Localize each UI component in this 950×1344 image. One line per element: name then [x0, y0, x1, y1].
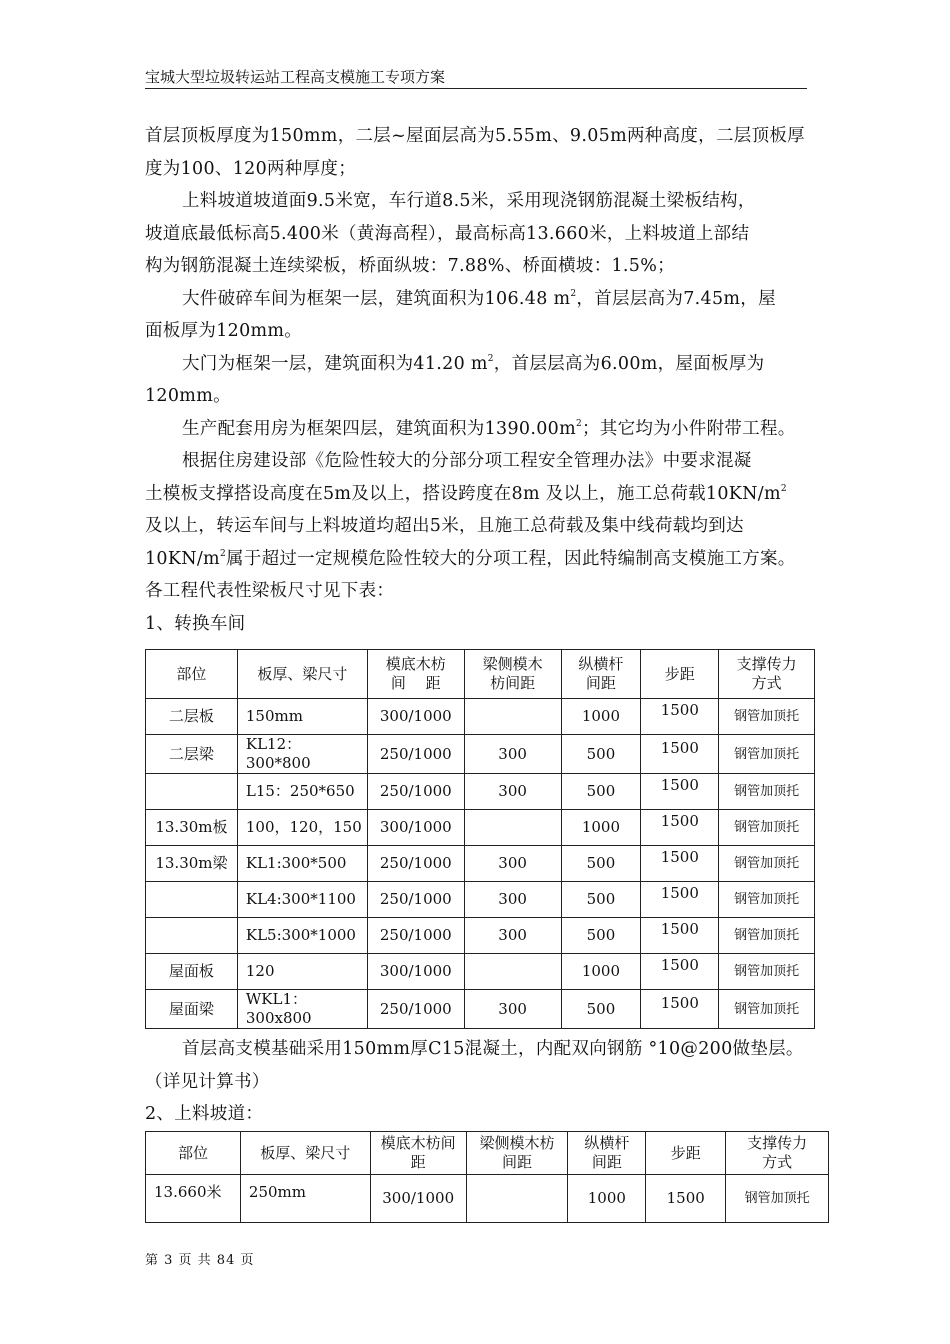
page-header [145, 66, 807, 89]
superscript: 2 [575, 418, 582, 429]
table-cell: 500 [561, 990, 641, 1029]
column-header: 模底木枋间 距 [370, 1132, 466, 1175]
superscript: 2 [219, 548, 226, 559]
table-cell: 屋面梁 [146, 990, 238, 1029]
paragraph: 120mm。 [145, 386, 231, 406]
superscript: 2 [780, 483, 787, 494]
paragraph: 上料坡道坡道面9.5米宽，车行道8.5米，采用现浇钢筋混凝土梁板结构， [182, 191, 756, 211]
text-run: 大件破碎车间为框架一层，建筑面积为106.48 m [182, 288, 571, 309]
section-heading: 2、上料坡道： [145, 1104, 264, 1124]
table-cell: 300 [464, 774, 561, 810]
table-cell [464, 810, 561, 846]
table-cell: 500 [561, 735, 641, 774]
paragraph: 构为钢筋混凝土连续梁板，桥面纵坡：7.88%、桥面横坡：1.5%； [145, 256, 675, 276]
table-cell: 1500 [641, 954, 719, 990]
table-cell: WKL1：300x800 [237, 990, 367, 1029]
table-cell: 500 [561, 846, 641, 882]
table-header-row [146, 1132, 829, 1175]
text-run: ，首层层高为6.00m，屋面板厚为 [493, 353, 765, 374]
table-row [146, 918, 815, 954]
table-cell: 300 [464, 990, 561, 1029]
table-cell: 250mm [240, 1175, 370, 1223]
table-cell: 钢管加顶托 [719, 774, 815, 810]
text-run: 大门为框架一层，建筑面积为41.20 m [182, 353, 488, 374]
paragraph: 度为100、120两种厚度； [145, 158, 357, 179]
table-cell: 1500 [641, 774, 719, 810]
paragraph: 根据住房建设部《危险性较大的分部分项工程安全管理办法》中要求混凝 [182, 451, 752, 471]
column-header: 支撑传力 方式 [719, 650, 815, 699]
text-run: ，首层层高为7.45m，屋 [576, 288, 776, 309]
table-cell: KL5:300*1000 [237, 918, 367, 954]
table-cell: 1500 [646, 1175, 726, 1223]
table-cell: 1500 [641, 846, 719, 882]
table-cell: 250/1000 [367, 882, 464, 918]
table-cell: 250/1000 [367, 990, 464, 1029]
table-cell: KL4:300*1100 [237, 882, 367, 918]
text-run: 土模板支撑搭设高度在5m及以上，搭设跨度在8m 及以上，施工总荷载10KN/m [145, 483, 781, 504]
table-row [146, 954, 815, 990]
column-header: 纵横杆 间距 [568, 1132, 646, 1175]
column-header: 梁侧模木枋 间距 [466, 1132, 568, 1175]
table-cell: 300/1000 [370, 1175, 466, 1223]
page-number: 第 3 页 共 84 页 [145, 1253, 255, 1268]
table-cell: 钢管加顶托 [719, 846, 815, 882]
table-cell: 13.30m梁 [146, 846, 238, 882]
paragraph: 及以上，转运车间与上料坡道均超出5米，且施工总荷载及集中线荷载均到达 [145, 516, 744, 536]
table-cell: 250/1000 [367, 918, 464, 954]
paragraph [145, 283, 815, 316]
column-header: 步距 [641, 650, 719, 699]
text-run: ；其它均为小件附带工程。 [582, 418, 796, 439]
table-cell: 150mm [237, 699, 367, 735]
table-cell [146, 774, 238, 810]
table-row [146, 774, 815, 810]
table-cell: 1500 [641, 810, 719, 846]
table-cell: 1500 [641, 918, 719, 954]
table-cell: 1000 [561, 810, 641, 846]
paragraph: 首层顶板厚度为150mm，二层~屋面层高为5.55m、9.05m两种高度，二层顶板厚 [145, 126, 805, 146]
paragraph: 坡道底最低标高5.400米（黄海高程），最高标高13.660米，上料坡道上部结 [145, 223, 750, 244]
table-cell: 1500 [641, 735, 719, 774]
paragraph [145, 478, 815, 511]
column-header: 纵横杆 间距 [561, 650, 641, 699]
table-cell: 500 [561, 882, 641, 918]
table-cell: 钢管加顶托 [719, 882, 815, 918]
header-title: 宝城大型垃圾转运站工程高支模施工专项方案 [145, 68, 446, 86]
table-cell: 1000 [568, 1175, 646, 1223]
table-cell: 300 [464, 918, 561, 954]
table-cell [466, 1175, 568, 1223]
text-run: 10KN/m [145, 548, 220, 569]
paragraph [145, 348, 815, 381]
table-row [146, 990, 815, 1029]
table-cell: 300/1000 [367, 810, 464, 846]
table-cell: 500 [561, 774, 641, 810]
table-row [146, 810, 815, 846]
section-heading: 1、转换车间 [145, 613, 246, 634]
table-cell: 1500 [641, 990, 719, 1029]
table-cell: 100，120，150 [237, 810, 367, 846]
table-cell: 300 [464, 735, 561, 774]
paragraph [145, 543, 815, 576]
table-cell: 13.30m板 [146, 810, 238, 846]
table-cell: 13.660米 [146, 1175, 241, 1223]
table-row [146, 735, 815, 774]
table-cell: 1500 [641, 882, 719, 918]
table-row [146, 846, 815, 882]
foundation-note [145, 1033, 835, 1131]
text-run: 属于超过一定规模危险性较大的分项工程，因此特编制高支模施工方案。 [225, 548, 796, 569]
table-cell: 250/1000 [367, 846, 464, 882]
table-cell: 钢管加顶托 [726, 1175, 829, 1223]
table-row [146, 699, 815, 735]
text-run: 生产配套用房为框架四层，建筑面积为1390.00m [182, 418, 576, 439]
table-cell: 钢管加顶托 [719, 990, 815, 1029]
table-cell: 屋面板 [146, 954, 238, 990]
table-cell: KL12：300*800 [237, 735, 367, 774]
superscript: 2 [487, 353, 494, 364]
table-cell: KL1:300*500 [237, 846, 367, 882]
table-row [146, 882, 815, 918]
paragraph: （详见计算书） [145, 1071, 270, 1092]
table-cell: L15：250*650 [237, 774, 367, 810]
column-header: 部位 [146, 650, 238, 699]
table-cell: 300 [464, 846, 561, 882]
table-conversion-workshop [145, 649, 815, 1029]
column-header: 步距 [646, 1132, 726, 1175]
table-cell: 250/1000 [367, 735, 464, 774]
table-cell: 1500 [641, 699, 719, 735]
paragraph: 面板厚为120mm。 [145, 321, 303, 341]
table-cell: 钢管加顶托 [719, 735, 815, 774]
paragraph: 首层高支模基础采用150mm厚C15混凝土，内配双向钢筋 °10@200做垫层。 [182, 1039, 804, 1059]
table-cell: 钢管加顶托 [719, 918, 815, 954]
table-cell: 二层梁 [146, 735, 238, 774]
table-cell: 300/1000 [367, 954, 464, 990]
table-cell: 钢管加顶托 [719, 810, 815, 846]
table-cell [146, 882, 238, 918]
table-cell [464, 954, 561, 990]
table-cell: 二层板 [146, 699, 238, 735]
column-header: 模底木枋 间 距 [367, 650, 464, 699]
column-header: 部位 [146, 1132, 241, 1175]
table-cell: 钢管加顶托 [719, 699, 815, 735]
table-cell [464, 699, 561, 735]
column-header: 板厚、梁尺寸 [237, 650, 367, 699]
column-header: 梁侧模木 枋间距 [464, 650, 561, 699]
column-header: 支撑传力 方式 [726, 1132, 829, 1175]
column-header: 板厚、梁尺寸 [240, 1132, 370, 1175]
superscript: 2 [570, 288, 577, 299]
table-cell: 120 [237, 954, 367, 990]
table-cell: 钢管加顶托 [719, 954, 815, 990]
table-row [146, 1175, 829, 1223]
table-cell: 250/1000 [367, 774, 464, 810]
table-cell: 300/1000 [367, 699, 464, 735]
paragraph: 各工程代表性梁板尺寸见下表： [145, 581, 395, 601]
table-header-row [146, 650, 815, 699]
table-cell: 300 [464, 882, 561, 918]
body-text [145, 120, 815, 640]
paragraph [145, 413, 815, 446]
table-cell: 1000 [561, 954, 641, 990]
table-cell [146, 918, 238, 954]
page-footer [145, 1249, 254, 1268]
table-cell: 1000 [561, 699, 641, 735]
table-feeding-ramp [145, 1131, 829, 1223]
table-cell: 500 [561, 918, 641, 954]
